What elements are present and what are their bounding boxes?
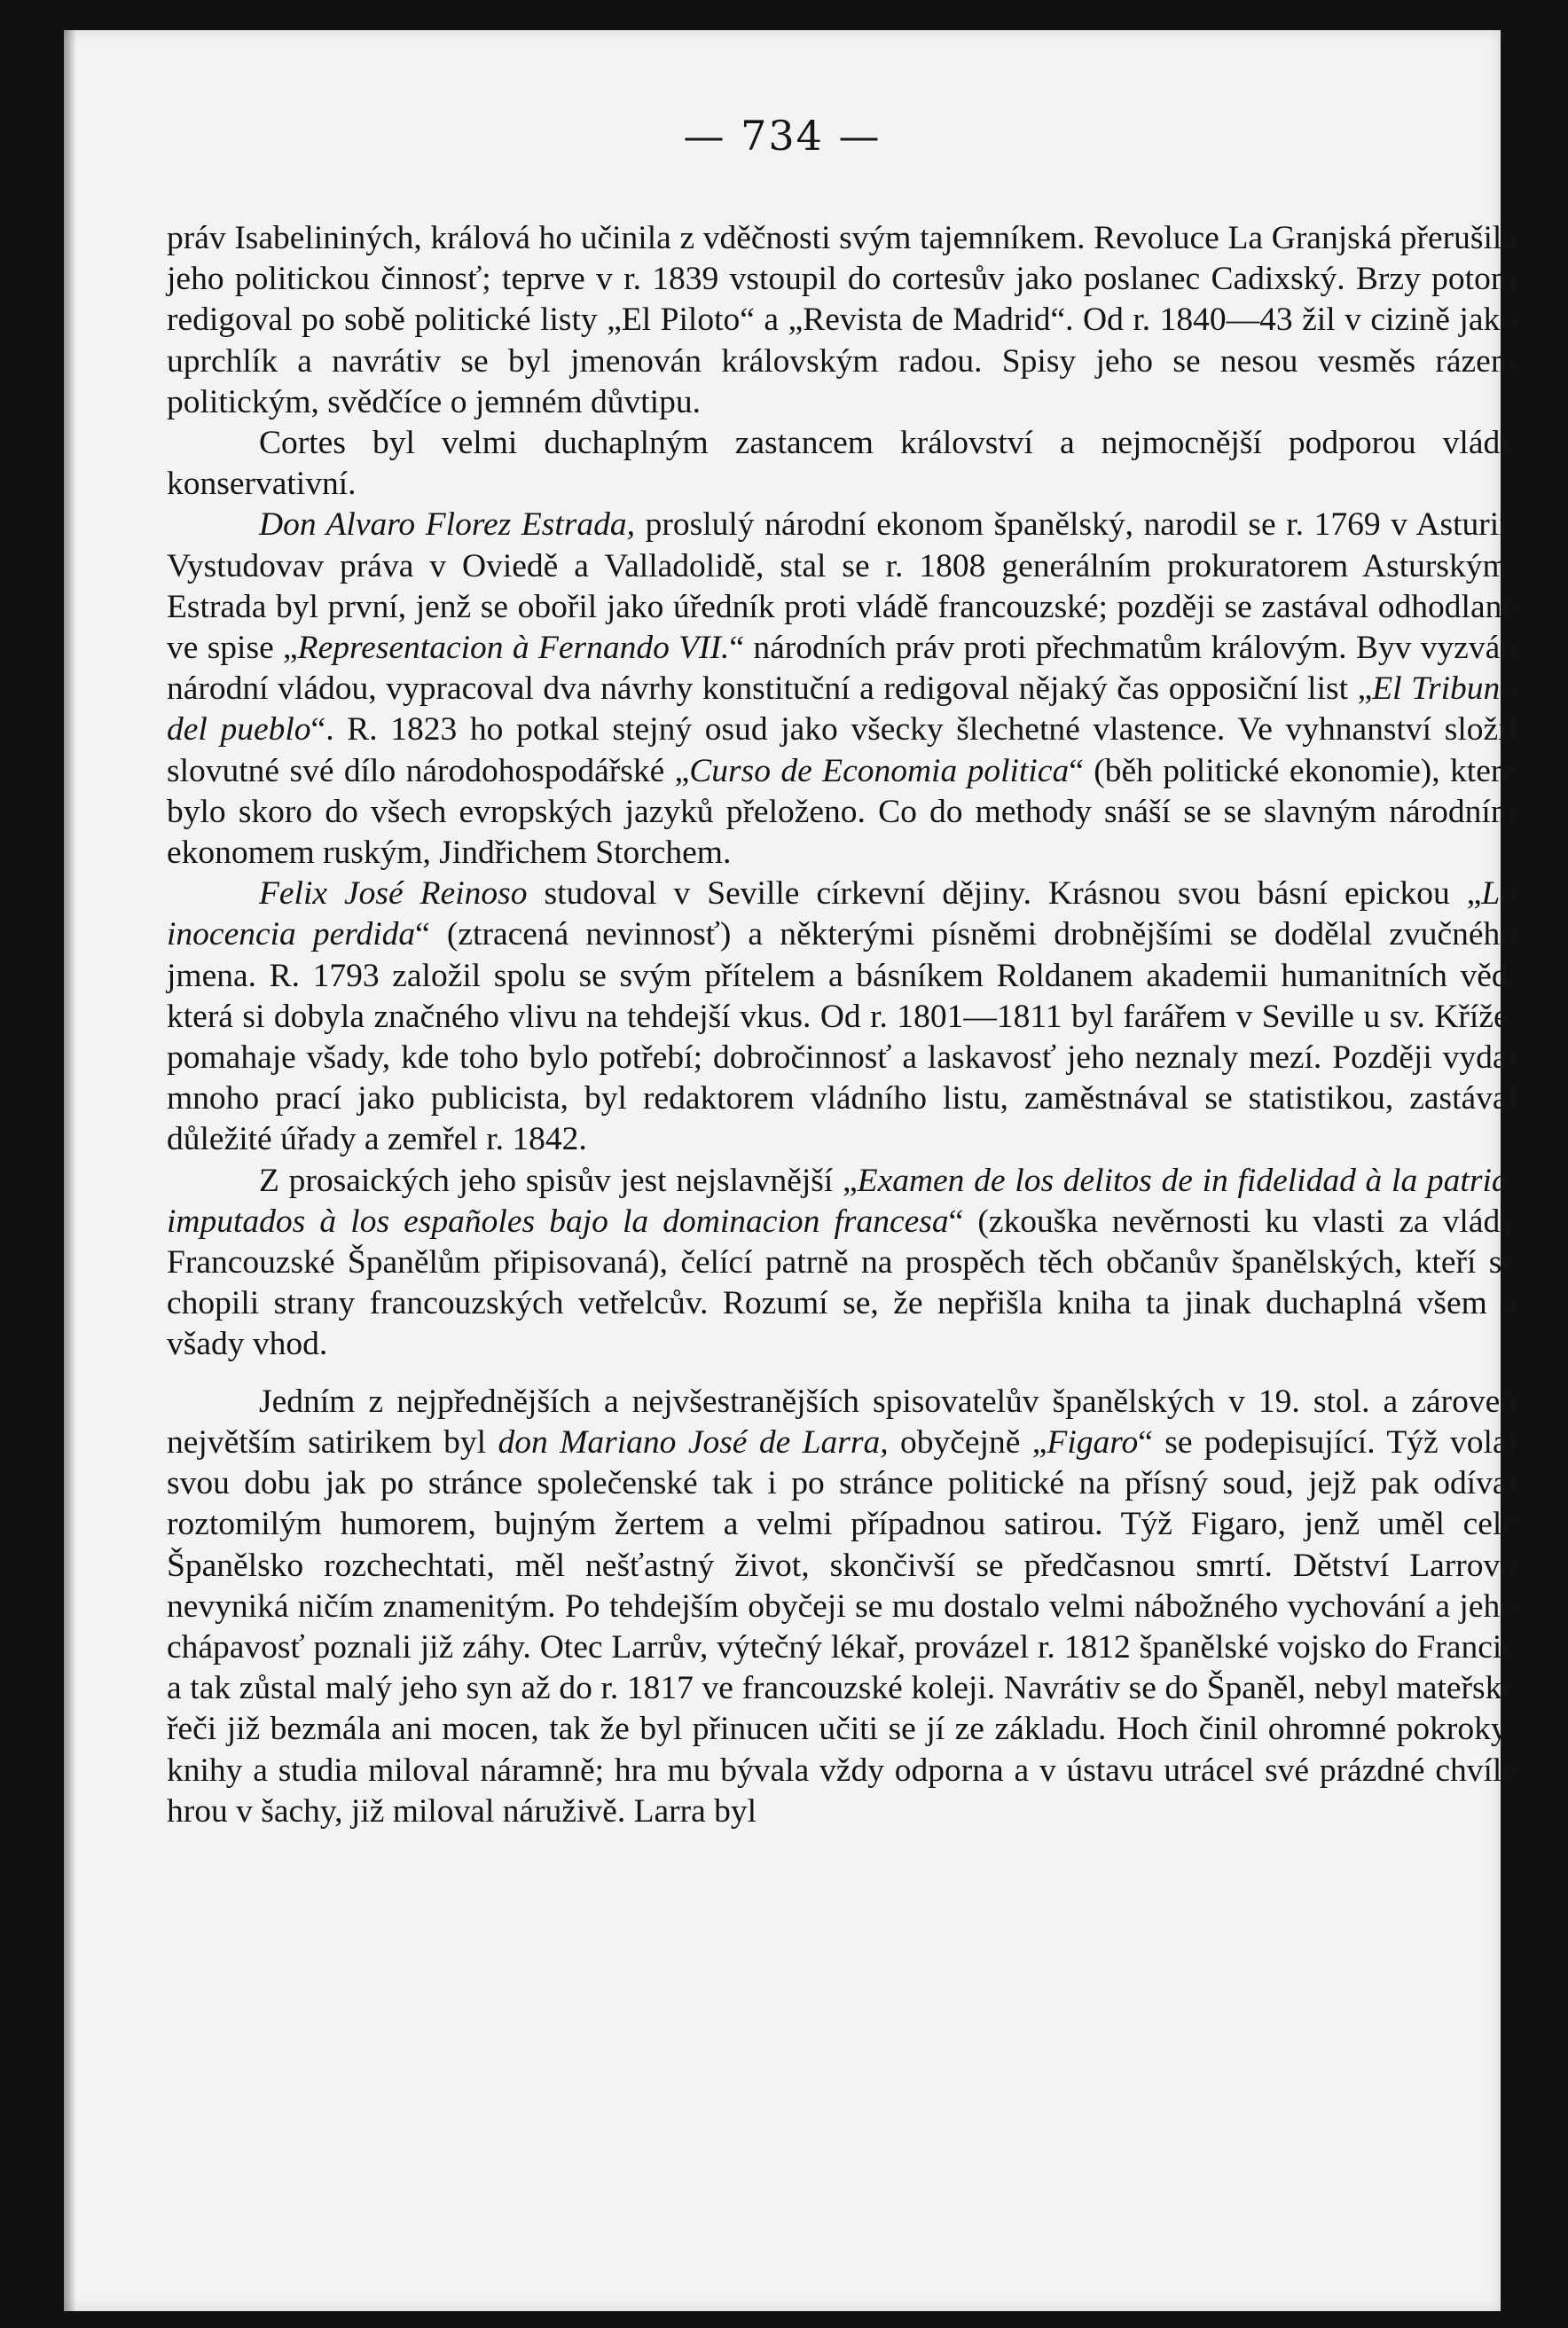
italic-text: Representacion à Fernando VII. <box>297 630 730 667</box>
book-page <box>64 30 1517 2311</box>
italic-text: Figaro <box>1047 1423 1139 1461</box>
italic-text: La inocencia perdida <box>167 875 1517 953</box>
text-run: proslulý národní ekonom španělský, narodil se r. 1769 v Asturii. Vystudovav práva v Oviedě a Valladolidě, stal se r. 1808 generálním prokuratorem Asturským. Estrada byl první, jenž se obořil jako úředník proti vládě francouzské; později se zastával odhodlaně ve spise „ <box>167 506 1517 667</box>
page-spine-shadow <box>64 30 76 2311</box>
italic-text: Examen de los delitos de in fidelidad à la patria, imputados à los españoles bajo la dominacion francesa <box>167 1162 1517 1240</box>
text-run: obyčejně „ <box>888 1423 1047 1461</box>
text-run: “ (běh politické ekonomie), které bylo skoro do všech evropských jazyků přeloženo. Co do methody snáší se se slavným národním ekonomem ruským, Jindřichem Storchem. <box>167 752 1517 872</box>
italic-text: El Tribuno del pueblo <box>167 670 1517 749</box>
text-run: “ (zkouška nevěrnosti ku vlasti za vlády Francouzské Španělům připisovaná), čelící patrně na prospěch těch občanův španělských, kteří se chopili strany francouzských vetřelcův. Rozumí se, že nepřišla kniha ta jinak duchaplná všem a všady vhod. <box>167 1203 1517 1363</box>
text-run: práv Isabelininých, králová ho učinila z vděčnosti svým tajemníkem. Revoluce La Granjská přerušila jeho politickou činnosť; teprve v r. 1839 vstoupil do cortesův jako poslanec Cadixský. Brzy potom redigoval po sobě politické listy „El Piloto“ a „Revista de Madrid“. Od r. 1840—43 žil v cizině jako uprchlík a navrátiv se byl jmenován královským radou. Spisy jeho se nesou vesměs rázem politickým, svědčíce o jemném důvtipu. <box>167 220 1517 420</box>
italic-text: Curso de Economia politica <box>689 752 1070 789</box>
paragraph <box>167 1382 1517 1832</box>
paragraph <box>167 1161 1517 1366</box>
body-text <box>167 218 1517 1832</box>
text-run: Jedním z nejpřednějších a nejvšestranějších spisovatelův španělských v 19. stol. a zároveň největším satirikem byl <box>167 1383 1517 1461</box>
italic-text: don Mariano José de Larra, <box>498 1423 889 1461</box>
text-run: studoval v Seville církevní dějiny. Krásnou svou básní epickou „ <box>527 875 1482 913</box>
text-run: “ (ztracená nevinnosť) a některými písněmi drobnějšími se dodělal zvučného jmena. R. 1793 založil spolu se svým přítelem a básníkem Roldanem akademii humanitních věd, která si dobyla značného vlivu na tehdejší vkus. Od r. 1801—1811 byl farářem v Seville u sv. Kříže, pomahaje všady, kde toho bylo potřebí; dobročinnosť a laskavosť jeho neznaly mezí. Později vydal mnoho prací jako publicista, byl redaktorem vládního listu, zaměstnával se statistikou, zastával důležité úřady a zemřel r. 1842. <box>167 916 1517 1158</box>
text-run: “ národních práv proti přechmatům královým. Byv vyzván národní vládou, vypracoval dva návrhy konstituční a redigoval nějaký čas opposiční list „ <box>167 630 1517 708</box>
paragraph <box>167 423 1517 505</box>
text-run: Cortes byl velmi duchaplným zastancem království a nejmocnější podporou vlády konservativní. <box>167 425 1517 503</box>
text-run: Z prosaických jeho spisův jest nejslavnější „ <box>259 1162 858 1199</box>
paragraph <box>167 218 1517 423</box>
paragraph <box>167 874 1517 1160</box>
page-number: — 734 — <box>683 112 882 160</box>
italic-text: Don Alvaro Florez Estrada, <box>259 506 636 544</box>
text-run: “. R. 1823 ho potkal stejný osud jako všecky šlechetné vlastence. Ve vyhnanství složil slovutné své dílo národohospodářské „ <box>167 711 1517 789</box>
paragraph <box>167 505 1517 874</box>
italic-text: Felix José Reinoso <box>259 875 528 913</box>
text-run: “ se podepisující. Týž volal svou dobu jak po stránce společenské tak i po stránce politické na přísný soud, jejž pak odíval roztomilým humorem, bujným žertem a velmi případnou satirou. Týž Figaro, jenž uměl celé Španělsko rozchechtati, měl nešťastný život, skončivší se předčasnou smrtí. Dětství Larrovo nevyniká ničím znamenitým. Po tehdejším obyčeji se mu dostalo velmi nábožného vychování a jeho chápavosť poznali již záhy. Otec Larrův, výtečný lékař, provázel r. 1812 španělské vojsko do Francie a tak zůstal malý jeho syn až do r. 1817 ve francouzské koleji. Navrátiv se do Španěl, nebyl mateřské řeči již bezmála ani mocen, tak že byl přinucen učiti se jí ze základu. Hoch činil ohromné pokroky; knihy a studia miloval náramně; hra mu bývala vždy odporna a v ústavu utrácel své prázdné chvíle hrou v šachy, již miloval náruživě. Larra byl <box>167 1423 1517 1830</box>
